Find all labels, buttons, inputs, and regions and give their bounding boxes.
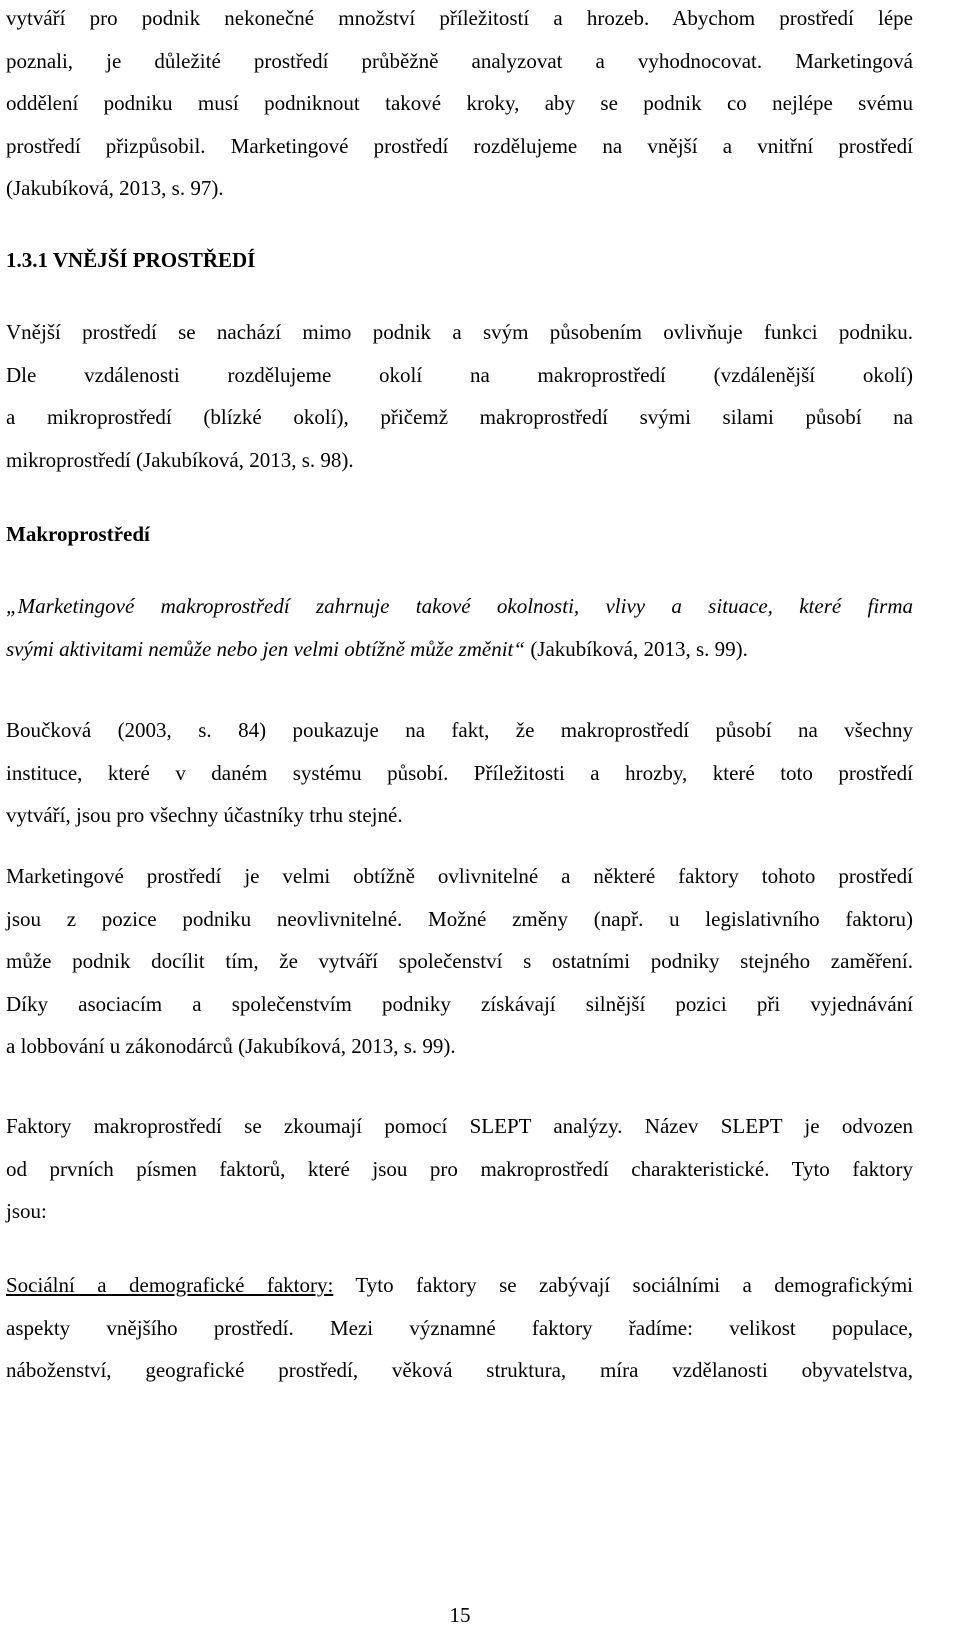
text-line: poznali, je důležité prostředí průběžně analyzovat a vyhodnocovat. Marketingová: [6, 48, 913, 73]
text-line: a mikroprostředí (blízké okolí), přičemž makroprostředí svými silami působí na: [6, 405, 913, 429]
quote-paragraph: [6, 585, 913, 670]
paragraph-environment-intro: [6, 0, 913, 210]
text-line: aspekty vnějšího prostředí. Mezi významné faktory řadíme: velikost populace,: [6, 1315, 913, 1340]
text-line: (Jakubíková, 2013, s. 97).: [6, 176, 224, 200]
paragraph-slept: [6, 1105, 913, 1233]
subheading-macroenvironment: Makroprostředí: [6, 522, 150, 546]
text-line: jsou z pozice podniku neovlivnitelné. Možné změny (např. u legislativního faktoru): [6, 906, 913, 931]
quote-line: [6, 628, 913, 671]
text-line: Faktory makroprostředí se zkoumají pomocí SLEPT analýzy. Název SLEPT je odvozen: [6, 1114, 913, 1138]
text-line: Marketingové prostředí je velmi obtížně ovlivnitelné a některé faktory tohoto prostředí: [6, 864, 913, 888]
text-line: od prvních písmen faktorů, které jsou pro makroprostředí charakteristické. Tyto faktory: [6, 1156, 913, 1181]
text-line: vytváří, jsou pro všechny účastníky trhu stejné.: [6, 803, 403, 827]
text-line: náboženství, geografické prostředí, věková struktura, míra vzdělanosti obyvatelstva,: [6, 1358, 913, 1382]
text-line: [6, 1264, 913, 1307]
text-line: instituce, které v daném systému působí. Příležitosti a hrozby, které toto prostředí: [6, 760, 913, 785]
quote-text: svými aktivitami nemůže nebo jen velmi obtížně může změnit“: [6, 636, 526, 661]
text-line: mikroprostředí (Jakubíková, 2013, s. 98).: [6, 447, 354, 472]
text-line: Dle vzdálenosti rozdělujeme okolí na makroprostředí (vzdálenější okolí): [6, 362, 913, 387]
text-line: Boučková (2003, s. 84) poukazuje na fakt, že makroprostředí působí na všechny: [6, 718, 913, 742]
text-line: jsou:: [6, 1199, 47, 1223]
text-line: Díky asociacím a společenstvím podniky získávají silnější pozici při vyjednávání: [6, 991, 913, 1016]
text-line: Vnější prostředí se nachází mimo podnik a svým působením ovlivňuje funkci podniku.: [6, 320, 913, 344]
section-heading: 1.3.1 VNĚJŠÍ PROSTŘEDÍ: [6, 248, 256, 272]
quote-line: „Marketingové makroprostředí zahrnuje takové okolnosti, vlivy a situace, které firma: [6, 594, 913, 618]
text-line: a lobbování u zákonodárců (Jakubíková, 2013, s. 99).: [6, 1034, 456, 1058]
quote-citation: (Jakubíková, 2013, s. 99).: [525, 636, 748, 661]
paragraph-social-factors: [6, 1264, 913, 1392]
paragraph-marketing-environment: [6, 855, 913, 1068]
text-line: prostředí přizpůsobil. Marketingové prostředí rozdělujeme na vnější a vnitřní prostředí: [6, 133, 913, 158]
paragraph-bouckova: [6, 709, 913, 837]
text-span: Tyto faktory se zabývají sociálními a demografickými: [333, 1273, 913, 1297]
underlined-term: Sociální a demografické faktory:: [6, 1273, 334, 1297]
page-number: 15: [449, 1603, 471, 1627]
paragraph-external-environment: [6, 311, 913, 481]
text-line: oddělení podniku musí podniknout takové kroky, aby se podnik co nejlépe svému: [6, 91, 913, 115]
text-line: vytváří pro podnik nekonečné množství příležitostí a hrozeb. Abychom prostředí lépe: [6, 6, 913, 30]
text-line: může podnik docílit tím, že vytváří společenství s ostatními podniky stejného zaměření.: [6, 949, 913, 973]
